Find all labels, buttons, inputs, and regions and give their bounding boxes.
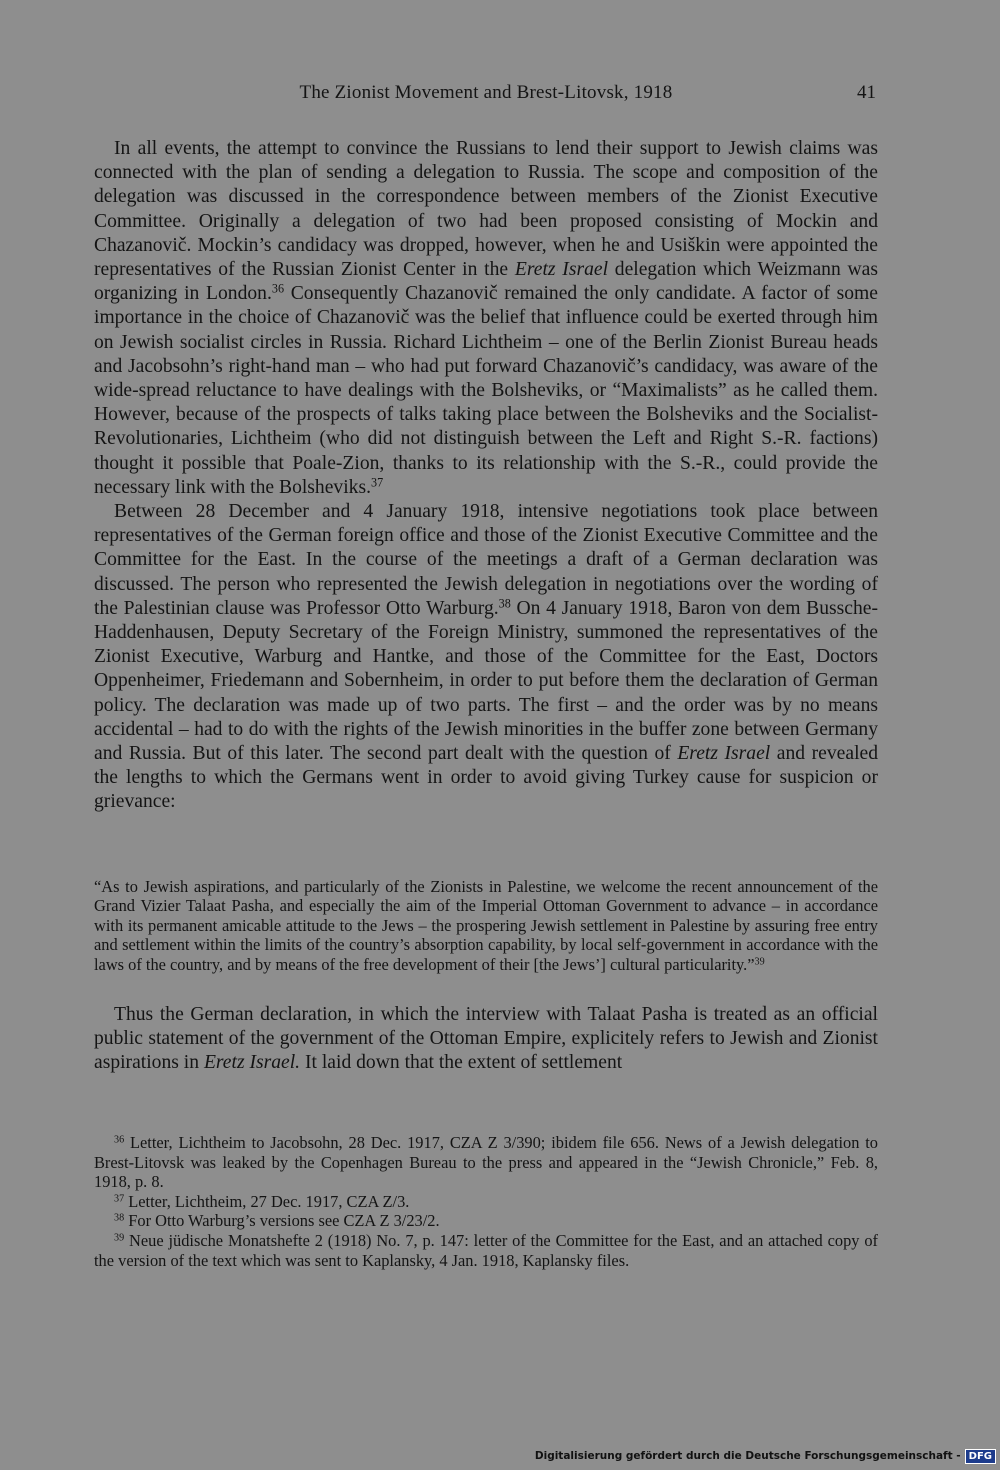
quote-text: “As to Jewish aspirations, and particularly of the Zionists in Palestine, we welcome the recent announcement of the Grand Vizier Talaat Pasha, and especially the aim of the Imperial Ottoman Government to advance – in accordance with its permanent amicable attitude to the Jews – the prospering Jewish settlement in Palestine by assuring free entry and settlement within the limits of the country’s absorption capability, by local self-government in accordance with the laws of the country, and by means of the free development of their [the Jews’] cultural particularity.”$^{39}$: [94, 877, 878, 974]
footnote-ref-37[interactable]: 37: [371, 475, 384, 490]
footnotes: [94, 1133, 878, 1270]
paragraph-2: Between 28 December and 4 January 1918, intensive negotiations took place between representatives of the German foreign office and those of the Zionist Executive Committee and the Committee for the East. In the course of the meetings a draft of a German declaration was discussed. The person who represented the Jewish delegation in negotiations over the wording of the Palestinian clause was Professor Otto Warburg.$^{38}$ On 4 January 1918, Baron von dem Bussche-Haddenhausen, Deputy Secretary of the Foreign Ministry, summoned the representatives of the Zionist Executive, Warburg and Hantke, and those of the Committee for the East, Doctors Oppenheimer, Friedemann and Sobernheim, in order to put before them the declaration of German policy. The declaration was made up of two parts. The first – and the order was by no means accidental – had to do with the rights of the Jewish minorities in the buffer zone between Germany and Russia. But of this later. The second part dealt with the question of Eretz Israel and revealed the lengths to which the Germans went in order to avoid giving Turkey cause for suspicion or grievance:: [94, 501, 879, 813]
running-header: [94, 82, 878, 108]
block-quote: [94, 877, 878, 974]
italic-eretz-israel: Eretz Israel.: [203, 1052, 301, 1074]
footnote-39: $^{39}$ Neue jüdische Monatshefte 2 (1918) No. 7, p. 147: letter of the Committee for the East, and an attached copy of the version of the text which was sent to Kaplansky, 4 Jan. 1918, Kaplansky files.: [94, 1230, 878, 1270]
running-title: The Zionist Movement and Brest-Litovsk, 1918: [299, 82, 673, 103]
footnote-ref-36[interactable]: 36: [271, 281, 285, 296]
funding-note: Digitalisierung gefördert durch die Deutsche Forschungsgemeinschaft -: [534, 1450, 961, 1462]
footnote-ref-38[interactable]: 38: [498, 596, 511, 611]
main-text-upper: [94, 137, 878, 815]
main-text-lower: [94, 1003, 878, 1076]
digitization-footer: [535, 1448, 996, 1464]
footnote-36: $^{36}$ Letter, Lichtheim to Jacobsohn, 28 Dec. 1917, CZA Z 3/390; ibidem file 656. News of a Jewish delegation to Brest-Litovsk was leaked by the Copenhagen Bureau to the press and appeared in the “Jewish Chronicle,” Feb. 8, 1918, p. 8.: [94, 1133, 878, 1192]
paragraph-1: In all events, the attempt to convince the Russians to lend their support to Jewish claims was connected with the plan of sending a delegation to Russia. The scope and composition of the delegation was discussed in the correspondence between members of the Zionist Executive Committee. Originally a delegation of two had been proposed consisting of Mockin and Chazanovič. Mockin’s candidacy was dropped, however, when he and Usiškin were appointed the representatives of the Russian Zionist Center in the Eretz Israel delegation which Weizmann was organizing in London.$^{36}$ Consequently Chazanovič remained the only candidate. A factor of some importance in the choice of Chazanovič was the belief that influence could be exerted through him on Jewish socialist circles in Russia. Richard Lichtheim – one of the Berlin Zionist Bureau heads and Jacobsohn’s right-hand man – who had put forward Chazanovič’s candidacy, was aware of the wide-spread reluctance to have dealings with the Bolsheviks, or “Maximalists” as he called them. However, because of the prospects of talks taking place between the Bolsheviks and the Socialist-Revolutionaries, Lichtheim (who did not distinguish between the Left and Right S.-R. factions) thought it possible that Poale-Zion, thanks to its relationship with the S.-R., could provide the necessary link with the Bolsheviks.$^{37}$: [94, 138, 879, 498]
dfg-logo: DFG: [965, 1449, 996, 1464]
footnote-38: $^{38}$ For Otto Warburg’s versions see CZA Z 3/23/2.: [114, 1211, 440, 1231]
footnote-ref-39[interactable]: 39: [754, 956, 765, 968]
page-number: 41: [857, 82, 876, 103]
italic-eretz-israel: Eretz Israel: [514, 259, 609, 281]
italic-eretz-israel: Eretz Israel: [677, 743, 771, 765]
footnote-37: $^{37}$ Letter, Lichtheim, 27 Dec. 1917, CZA Z/3.: [114, 1191, 410, 1211]
paragraph-3: Thus the German declaration, in which the interview with Talaat Pasha is treated as an official public statement of the government of the Ottoman Empire, explicitely refers to Jewish and Zionist aspirations in Eretz Israel. It laid down that the extent of settlement: [94, 1004, 878, 1074]
